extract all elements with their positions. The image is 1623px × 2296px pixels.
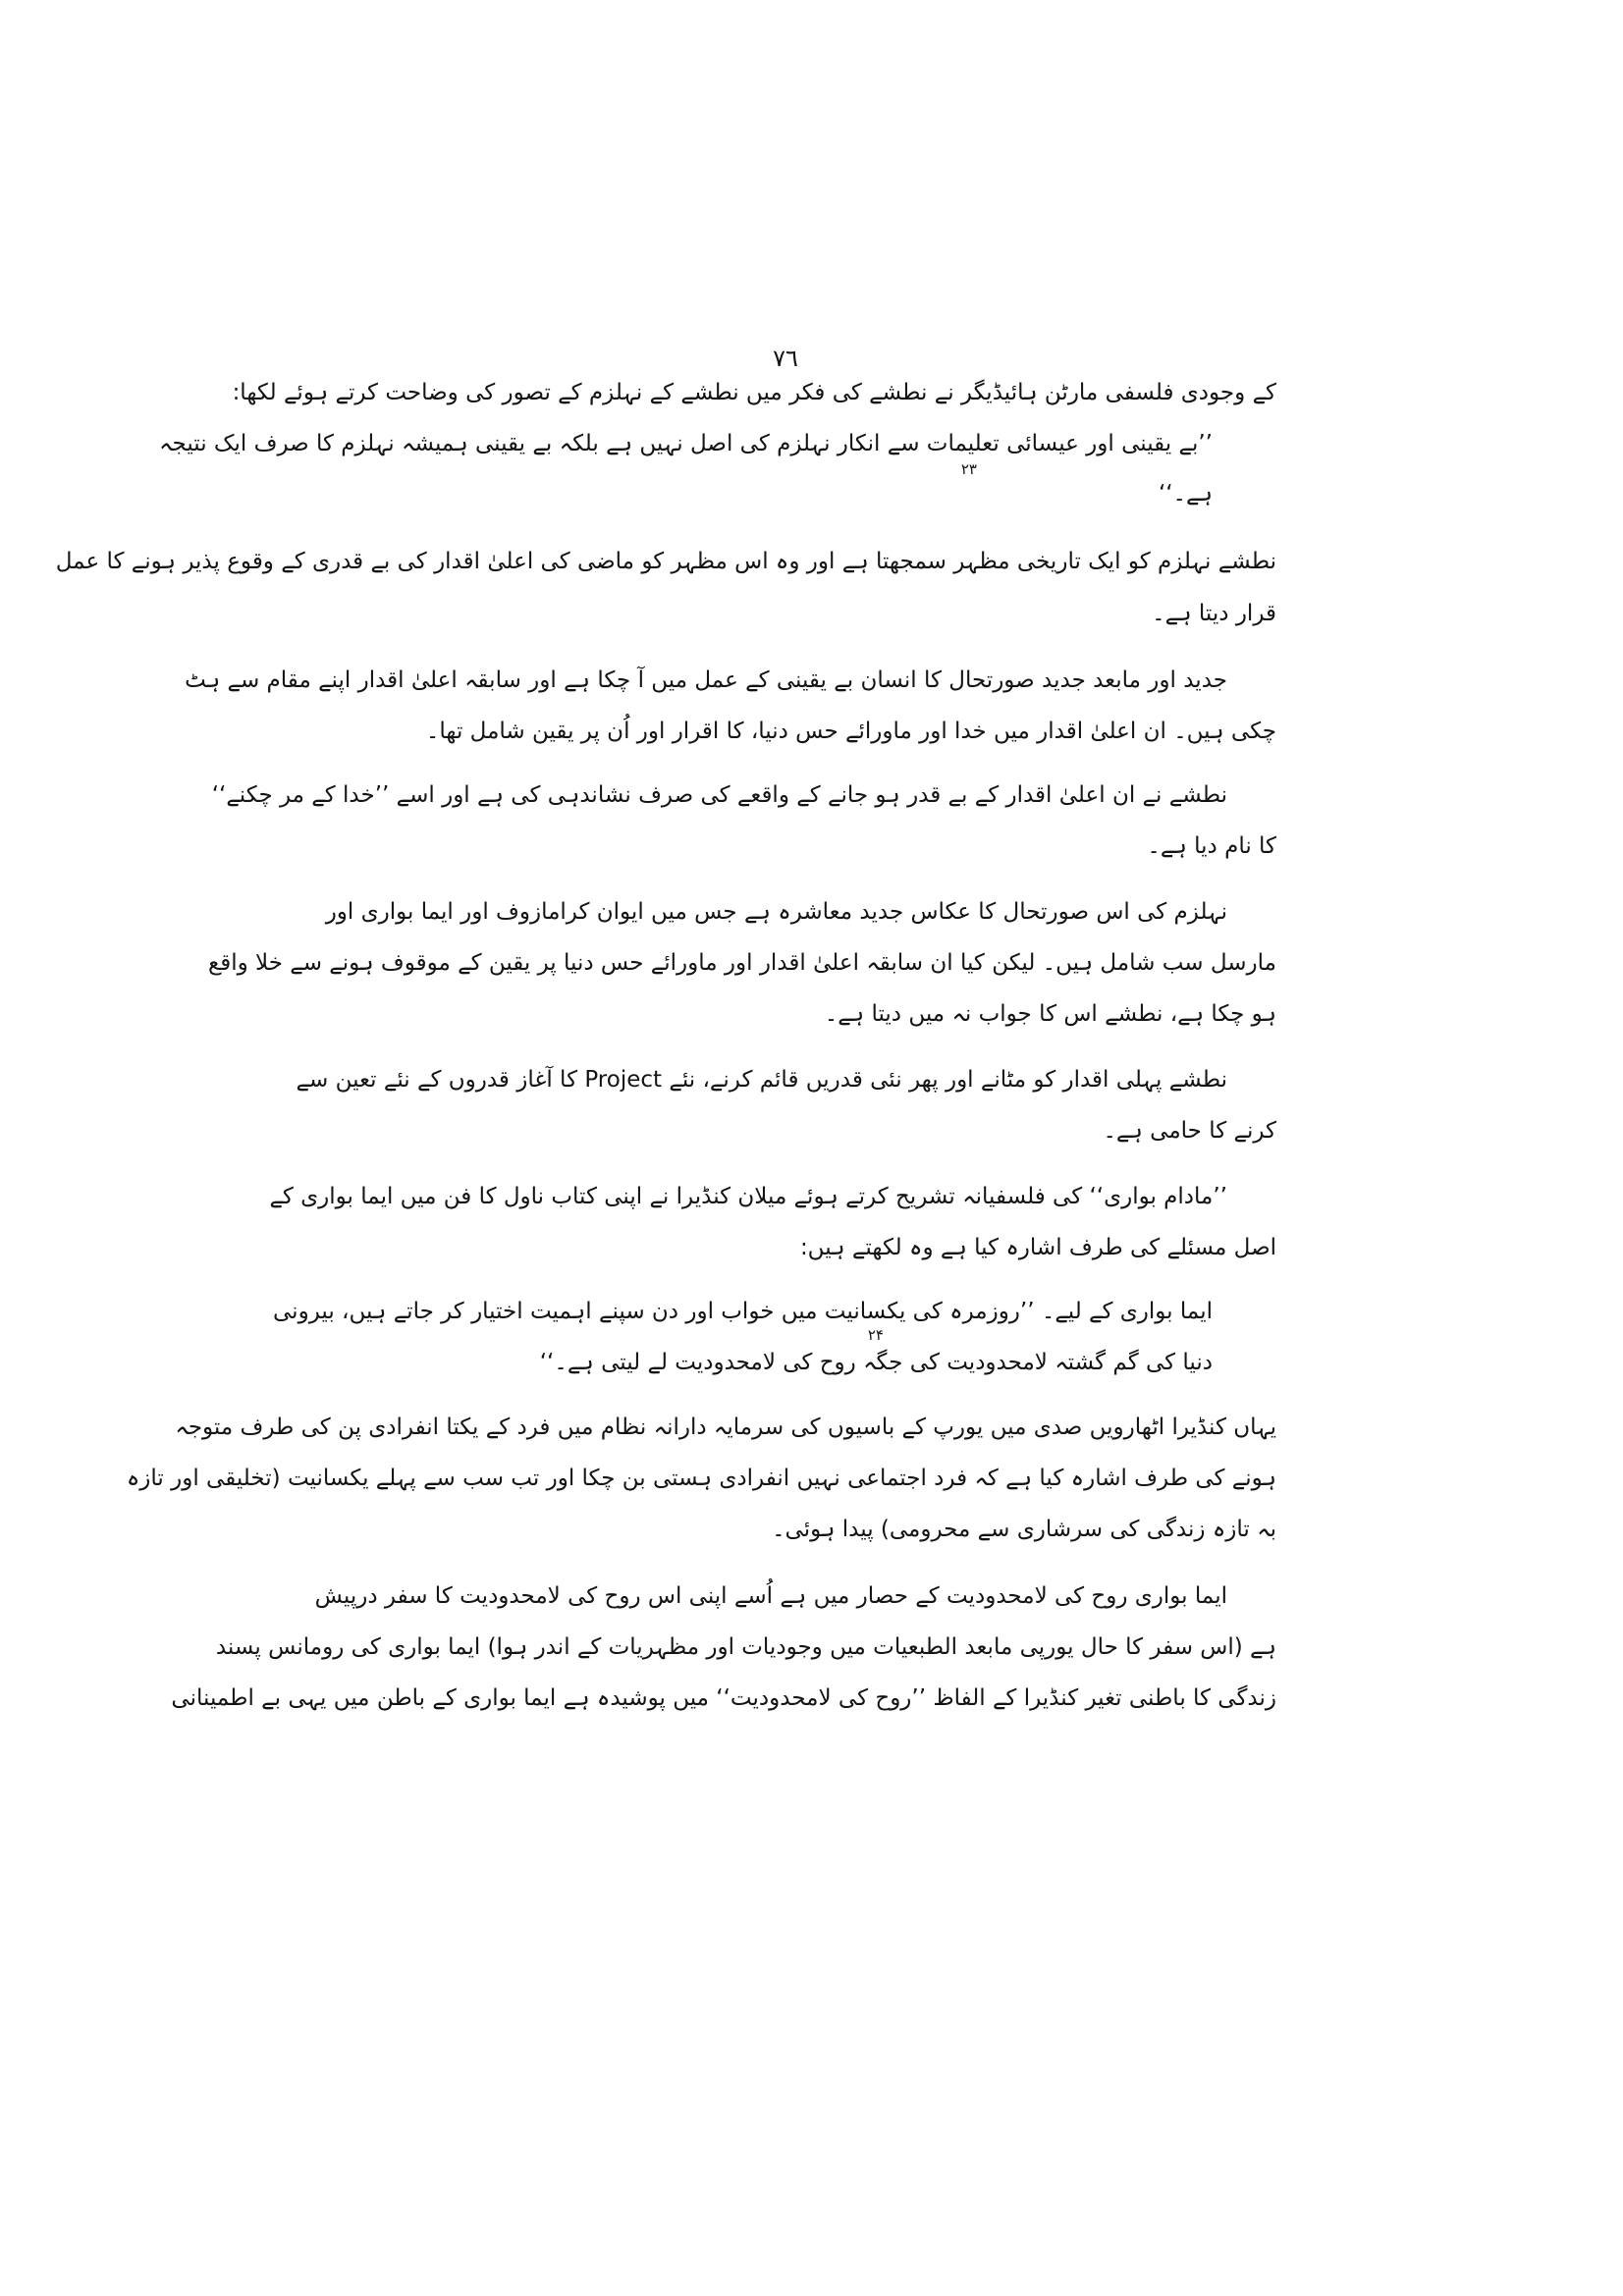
document-page bbox=[55, 0, 1276, 2296]
paragraph-5-line-2: کرنے کا حامی ہے۔ bbox=[1103, 1118, 1276, 1144]
paragraph-6-line-2: اصل مسئلے کی طرف اشارہ کیا ہے وہ لکھتے ہیں: bbox=[799, 1235, 1276, 1260]
reference-marker-24: ۲۴ bbox=[867, 1326, 884, 1344]
paragraph-6-line-1: ’’مادام بواری‘‘ کی فلسفیانہ تشریح کرتے ہوئے میلان کنڈیرا نے اپنی کتاب ناول کا فن میں ایما بواری کے bbox=[269, 1184, 1227, 1209]
quotation-1-line-1: ’’بے یقینی اور عیسائی تعلیمات سے انکار نہلزم کی اصل نہیں ہے بلکہ بے یقینی ہمیشہ نہلزم کا صرف ایک نتیجہ bbox=[159, 431, 1213, 456]
paragraph-1-line-1: نطشے نہلزم کو ایک تاریخی مظہر سمجھتا ہے اور وہ اس مظہر کو ماضی کی اعلیٰ اقدار کی بے قدری کے وقوع پذیر ہونے کا عمل bbox=[55, 549, 1276, 574]
paragraph-1-line-2: قرار دیتا ہے۔ bbox=[1152, 601, 1276, 626]
intro-line: کے وجودی فلسفی مارٹن ہائیڈیگر نے نطشے کی فکر میں نطشے کے نہلزم کے تصور کی وضاحت کرتے ہوئے لکھا: bbox=[232, 380, 1276, 405]
page-number: ٧٦ bbox=[773, 345, 798, 372]
paragraph-5-line-1: نطشے پہلی اقدار کو مٹانے اور پھر نئی قدریں قائم کرنے، نئے Project کا آغاز قدروں کے نئے تعین سے bbox=[296, 1067, 1227, 1093]
paragraph-7-line-1: یہاں کنڈیرا اٹھارویں صدی میں یورپ کے باسیوں کی سرمایہ دارانہ نظام میں فرد کے یکتا انفرادی پن کی طرف متوجہ bbox=[175, 1415, 1276, 1440]
paragraph-4-line-1: نہلزم کی اس صورتحال کا عکاس جدید معاشرہ ہے جس میں ایوان کرامازوف اور ایما بواری اور bbox=[325, 899, 1227, 925]
paragraph-7-line-3: بہ تازہ زندگی کی سرشاری سے محرومی) پیدا ہوئی۔ bbox=[772, 1517, 1276, 1542]
quotation-1-line-2: ہے۔‘‘ bbox=[1158, 481, 1213, 507]
paragraph-8-line-2: ہے (اس سفر کا حال یورپی مابعد الطبعیات میں وجودیات اور مظہریات کے اندر ہوا) ایما بواری کی رومانس پسند bbox=[215, 1634, 1276, 1660]
paragraph-3-line-2: کا نام دیا ہے۔ bbox=[1147, 833, 1276, 859]
paragraph-2-line-2: چکی ہیں۔ ان اعلیٰ اقدار میں خدا اور ماورائے حس دنیا، کا اقرار اور اُن پر یقین شامل تھا۔ bbox=[425, 719, 1276, 744]
reference-marker-23: ۲۳ bbox=[960, 460, 977, 478]
paragraph-8-line-1: ایما بواری روح کی لامحدودیت کے حصار میں ہے اُسے اپنی اس روح کی لامحدودیت کا سفر درپیش bbox=[314, 1583, 1227, 1609]
paragraph-7-line-2: ہونے کی طرف اشارہ کیا ہے کہ فرد اجتماعی نہیں انفرادی ہستی بن چکا اور تب سب سے پہلے یکسانیت (تخلیقی اور تازہ bbox=[126, 1466, 1276, 1491]
paragraph-8-line-3: زندگی کا باطنی تغیر کنڈیرا کے الفاظ ’’روح کی لامحدودیت‘‘ میں پوشیدہ ہے ایما بواری کے باطن میں یہی بے اطمینانی bbox=[171, 1685, 1276, 1711]
paragraph-4-line-3: ہو چکا ہے، نطشے اس کا جواب نہ میں دیتا ہے۔ bbox=[824, 1001, 1276, 1027]
paragraph-2-line-1: جدید اور مابعد جدید صورتحال کا انسان بے یقینی کے عمل میں آ چکا ہے اور سابقہ اعلیٰ اقدار اپنے مقام سے ہٹ bbox=[185, 667, 1227, 693]
paragraph-3-line-1: نطشے نے ان اعلیٰ اقدار کے بے قدر ہو جانے کے واقعے کی صرف نشاندہی کی ہے اور اسے ’’خدا کے مر چکنے‘‘ bbox=[211, 782, 1227, 808]
paragraph-4-line-2: مارسل سب شامل ہیں۔ لیکن کیا ان سابقہ اعلیٰ اقدار اور ماورائے حس دنیا پر یقین کے موقوف ہونے سے خلا واقع bbox=[207, 950, 1276, 976]
quotation-2-line-2: دنیا کی گم گشتہ لامحدودیت کی جگہ روح کی لامحدودیت لے لیتی ہے۔‘‘ bbox=[539, 1350, 1213, 1375]
quotation-2-line-1: ایما بواری کے لیے۔ ’’روزمرہ کی یکسانیت میں خواب اور دن سپنے اہمیت اختیار کر جاتے ہیں، بیرونی bbox=[273, 1299, 1213, 1324]
